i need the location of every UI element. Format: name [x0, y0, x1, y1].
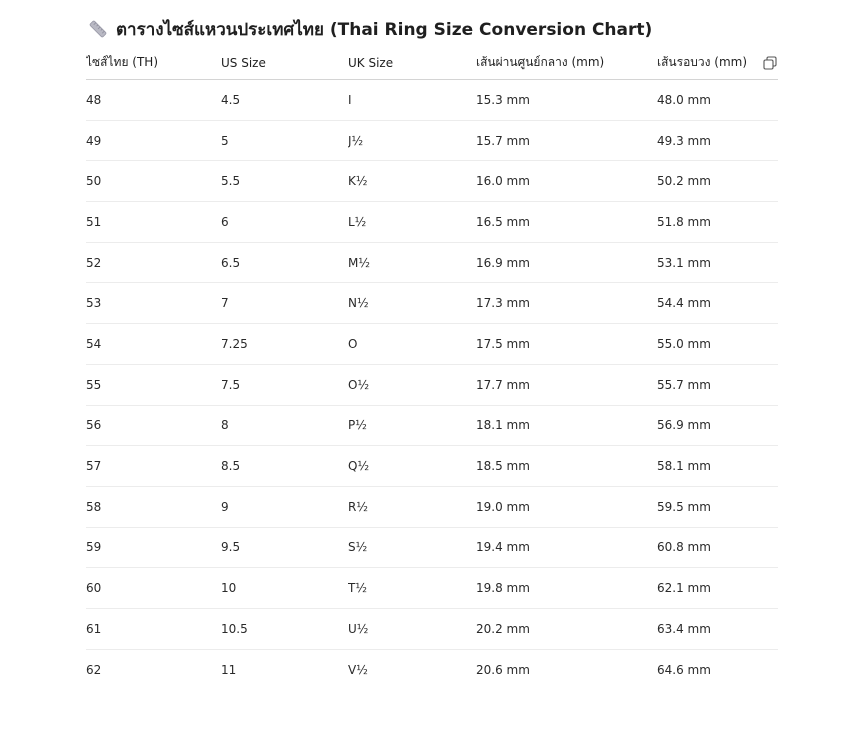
table-row	[86, 121, 778, 162]
cell-th-size: 56	[86, 418, 102, 433]
cell-circumference: 64.6 mm	[657, 662, 711, 677]
table-row	[86, 487, 778, 528]
cell-diameter: 19.8 mm	[476, 581, 530, 596]
cell-us-size: 4.5	[221, 92, 241, 107]
cell-circumference: 50.2 mm	[657, 174, 711, 189]
table-row	[86, 650, 778, 691]
cell-diameter: 15.3 mm	[476, 92, 530, 107]
page-title-text: ตารางไซส์แหวนประเทศไทย (Thai Ring Size Conversion Chart)	[116, 19, 653, 40]
cell-circumference: 55.0 mm	[657, 336, 711, 351]
table-row	[86, 609, 778, 650]
cell-th-size: 55	[86, 377, 102, 392]
cell-uk-size: P½	[348, 418, 367, 433]
table-row	[86, 568, 778, 609]
table-row	[86, 528, 778, 569]
cell-us-size: 6	[221, 214, 229, 229]
cell-th-size: 51	[86, 214, 102, 229]
page-title	[88, 16, 652, 42]
cell-circumference: 49.3 mm	[657, 133, 711, 148]
cell-us-size: 5.5	[221, 174, 241, 189]
table-header-row	[86, 46, 778, 80]
cell-th-size: 62	[86, 662, 102, 677]
cell-diameter: 20.6 mm	[476, 662, 530, 677]
cell-diameter: 17.3 mm	[476, 296, 530, 311]
cell-th-size: 48	[86, 92, 102, 107]
cell-th-size: 50	[86, 174, 102, 189]
cell-diameter: 16.9 mm	[476, 255, 530, 270]
cell-us-size: 10.5	[221, 621, 248, 636]
cell-circumference: 59.5 mm	[657, 499, 711, 514]
cell-uk-size: M½	[348, 255, 370, 270]
cell-uk-size: L½	[348, 214, 367, 229]
cell-th-size: 54	[86, 336, 102, 351]
cell-uk-size: O½	[348, 377, 370, 392]
cell-us-size: 8	[221, 418, 229, 433]
table-row	[86, 406, 778, 447]
table-row	[86, 243, 778, 284]
cell-us-size: 9	[221, 499, 229, 514]
cell-diameter: 19.4 mm	[476, 540, 530, 555]
header-circumference: เส้นรอบวง (mm)	[657, 55, 748, 69]
cell-us-size: 7.25	[221, 336, 248, 351]
cell-th-size: 57	[86, 459, 102, 474]
cell-circumference: 63.4 mm	[657, 621, 711, 636]
cell-diameter: 18.1 mm	[476, 418, 530, 433]
header-uk-size: UK Size	[348, 55, 394, 70]
cell-circumference: 60.8 mm	[657, 540, 711, 555]
cell-uk-size: N½	[348, 296, 369, 311]
cell-diameter: 17.5 mm	[476, 336, 530, 351]
cell-circumference: 62.1 mm	[657, 581, 711, 596]
table-body	[86, 80, 778, 690]
cell-circumference: 56.9 mm	[657, 418, 711, 433]
cell-diameter: 15.7 mm	[476, 133, 530, 148]
cell-th-size: 59	[86, 540, 102, 555]
cell-us-size: 8.5	[221, 459, 241, 474]
cell-us-size: 7	[221, 296, 229, 311]
cell-diameter: 20.2 mm	[476, 621, 530, 636]
cell-us-size: 5	[221, 133, 229, 148]
cell-th-size: 52	[86, 255, 102, 270]
cell-uk-size: V½	[348, 662, 368, 677]
header-us-size: US Size	[221, 55, 266, 70]
table-row	[86, 365, 778, 406]
cell-th-size: 61	[86, 621, 102, 636]
header-circumference-cell	[657, 53, 778, 72]
cell-diameter: 16.0 mm	[476, 174, 530, 189]
cell-th-size: 60	[86, 581, 102, 596]
header-th-size: ไซส์ไทย (TH)	[86, 55, 159, 69]
cell-uk-size: U½	[348, 621, 369, 636]
cell-us-size: 9.5	[221, 540, 241, 555]
cell-circumference: 58.1 mm	[657, 459, 711, 474]
cell-diameter: 16.5 mm	[476, 214, 530, 229]
cell-uk-size: R½	[348, 499, 368, 514]
table-row	[86, 161, 778, 202]
ruler-icon	[88, 19, 108, 39]
table-row	[86, 283, 778, 324]
cell-uk-size: Q½	[348, 459, 370, 474]
header-diameter: เส้นผ่านศูนย์กลาง (mm)	[476, 55, 605, 69]
cell-uk-size: I	[348, 92, 352, 107]
cell-circumference: 48.0 mm	[657, 92, 711, 107]
cell-us-size: 11	[221, 662, 237, 677]
cell-us-size: 7.5	[221, 377, 241, 392]
cell-diameter: 18.5 mm	[476, 459, 530, 474]
ring-size-table	[86, 46, 778, 690]
cell-circumference: 53.1 mm	[657, 255, 711, 270]
copy-icon[interactable]	[762, 55, 778, 71]
table-row	[86, 202, 778, 243]
cell-circumference: 55.7 mm	[657, 377, 711, 392]
cell-us-size: 10	[221, 581, 237, 596]
cell-th-size: 58	[86, 499, 102, 514]
table-row	[86, 80, 778, 121]
table-row	[86, 324, 778, 365]
cell-uk-size: S½	[348, 540, 368, 555]
cell-uk-size: K½	[348, 174, 368, 189]
cell-uk-size: O	[348, 336, 358, 351]
cell-uk-size: T½	[348, 581, 367, 596]
cell-th-size: 49	[86, 133, 102, 148]
cell-diameter: 19.0 mm	[476, 499, 530, 514]
cell-uk-size: J½	[348, 133, 364, 148]
cell-circumference: 51.8 mm	[657, 214, 711, 229]
cell-us-size: 6.5	[221, 255, 241, 270]
cell-circumference: 54.4 mm	[657, 296, 711, 311]
cell-diameter: 17.7 mm	[476, 377, 530, 392]
table-row	[86, 446, 778, 487]
cell-th-size: 53	[86, 296, 102, 311]
